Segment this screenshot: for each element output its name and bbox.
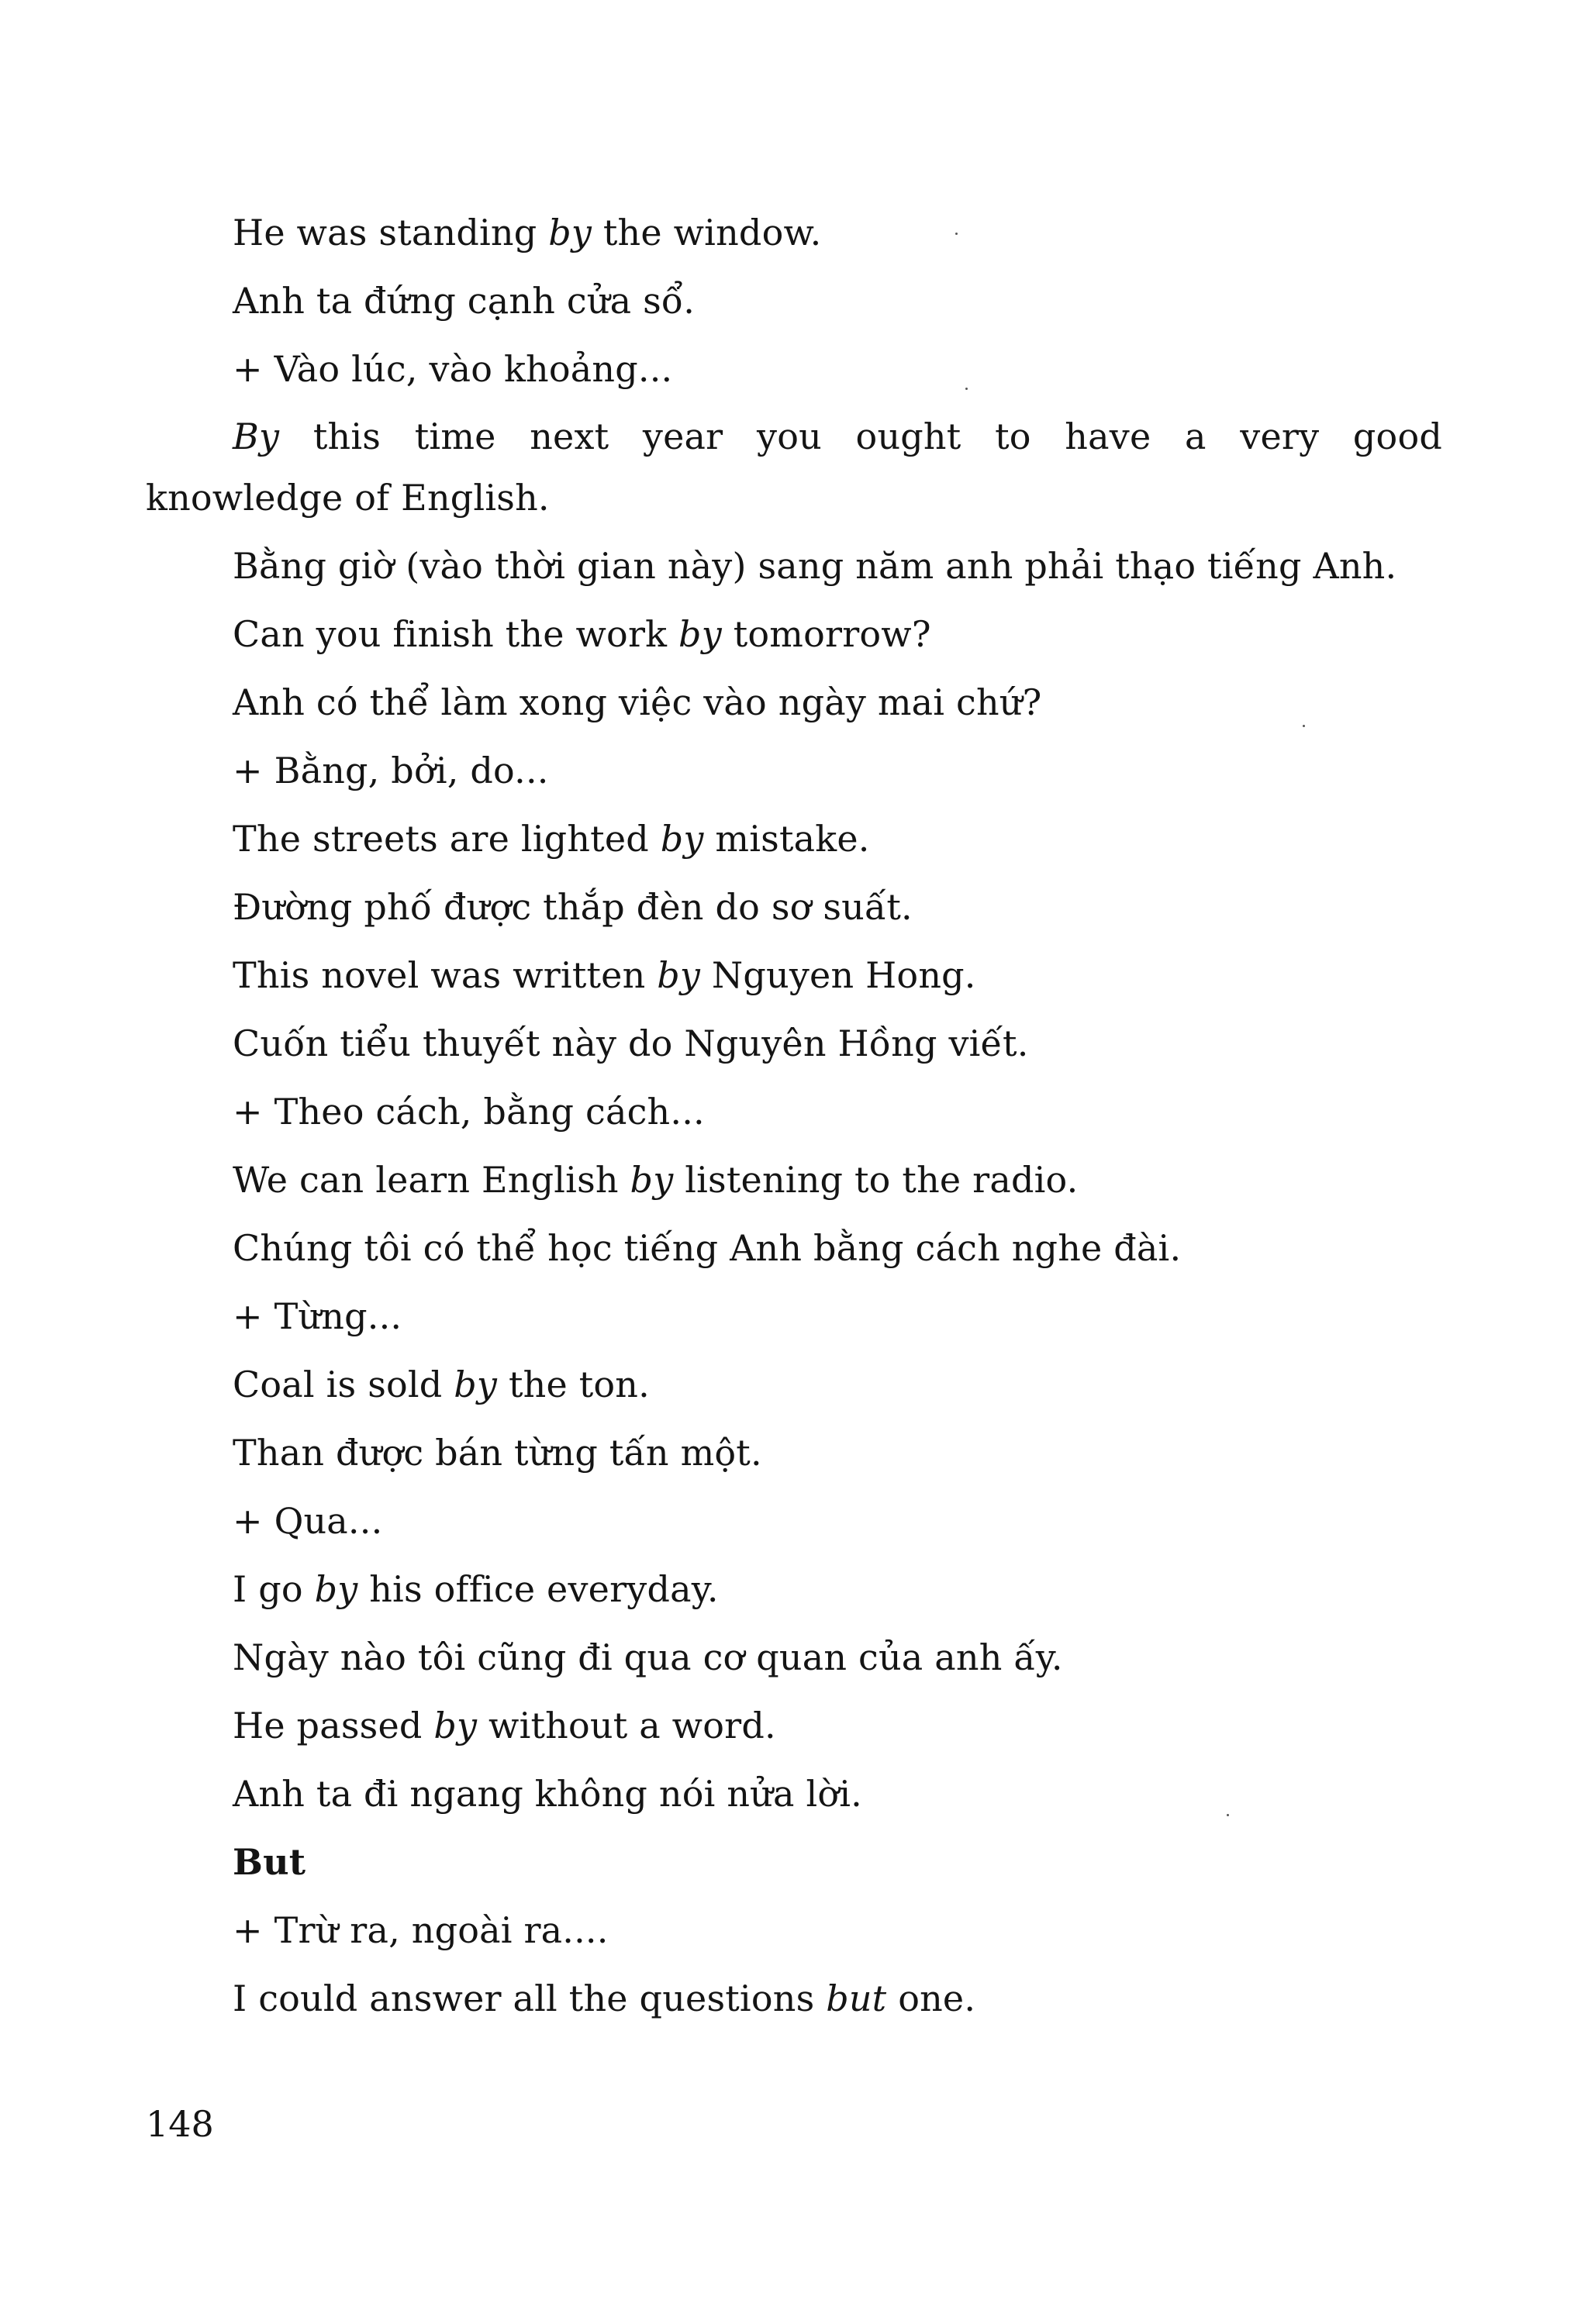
example-sentence: We can learn English by listening to the radio. (233, 1159, 1079, 1201)
entry-headword: But (233, 1841, 306, 1883)
sense-heading: + Trừ ra, ngoài ra.... (233, 1909, 609, 1951)
translation: Anh có thể làm xong việc vào ngày mai chứ? (233, 681, 1042, 723)
keyword: by (433, 1705, 478, 1746)
keyword: by (678, 613, 722, 655)
keyword: but (826, 1977, 887, 2019)
keyword: by (454, 1364, 498, 1405)
translation: Chúng tôi có thể học tiếng Anh bằng cách nghe đài. (233, 1227, 1182, 1269)
scan-speck (965, 388, 968, 390)
example-sentence-continuation: knowledge of English. (146, 477, 550, 519)
example-sentence: I could answer all the questions but one. (233, 1977, 976, 2019)
example-sentence: By this time next year you ought to have a very good (233, 415, 1442, 457)
sense-heading: + Từng... (233, 1295, 402, 1337)
example-sentence: Can you finish the work by tomorrow? (233, 613, 931, 655)
page-number: 148 (146, 2103, 214, 2145)
keyword: by (660, 818, 704, 860)
example-sentence: I go by his office everyday. (233, 1568, 719, 1610)
translation: Cuốn tiểu thuyết này do Nguyên Hồng viết. (233, 1022, 1029, 1064)
translation: Anh ta đứng cạnh cửa sổ. (233, 280, 696, 322)
translation: Anh ta đi ngang không nói nửa lời. (233, 1773, 862, 1815)
example-sentence: Coal is sold by the ton. (233, 1364, 650, 1405)
keyword: by (630, 1159, 674, 1201)
example-sentence: This novel was written by Nguyen Hong. (233, 954, 976, 996)
keyword: by (314, 1568, 358, 1610)
sense-heading: + Theo cách, bằng cách... (233, 1091, 705, 1133)
translation: Ngày nào tôi cũng đi qua cơ quan của anh ấy. (233, 1636, 1063, 1678)
keyword: by (548, 212, 592, 253)
sense-heading: + Bằng, bởi, do... (233, 750, 549, 791)
sense-heading: + Qua... (233, 1500, 383, 1542)
sense-heading: + Vào lúc, vào khoảng... (233, 348, 673, 390)
translation: Than được bán từng tấn một. (233, 1432, 762, 1474)
scan-speck (1303, 725, 1305, 727)
translation: Đường phố được thắp đèn do sơ suất. (233, 886, 913, 928)
example-sentence: The streets are lighted by mistake. (233, 818, 870, 860)
keyword: By (233, 415, 280, 457)
translation: Bằng giờ (vào thời gian này) sang năm anh phải thạo tiếng Anh. (233, 545, 1397, 587)
scan-speck (955, 233, 958, 235)
keyword: by (657, 954, 701, 996)
example-sentence: He was standing by the window. (233, 212, 822, 253)
scan-speck (1227, 1814, 1229, 1816)
example-sentence: He passed by without a word. (233, 1705, 776, 1746)
